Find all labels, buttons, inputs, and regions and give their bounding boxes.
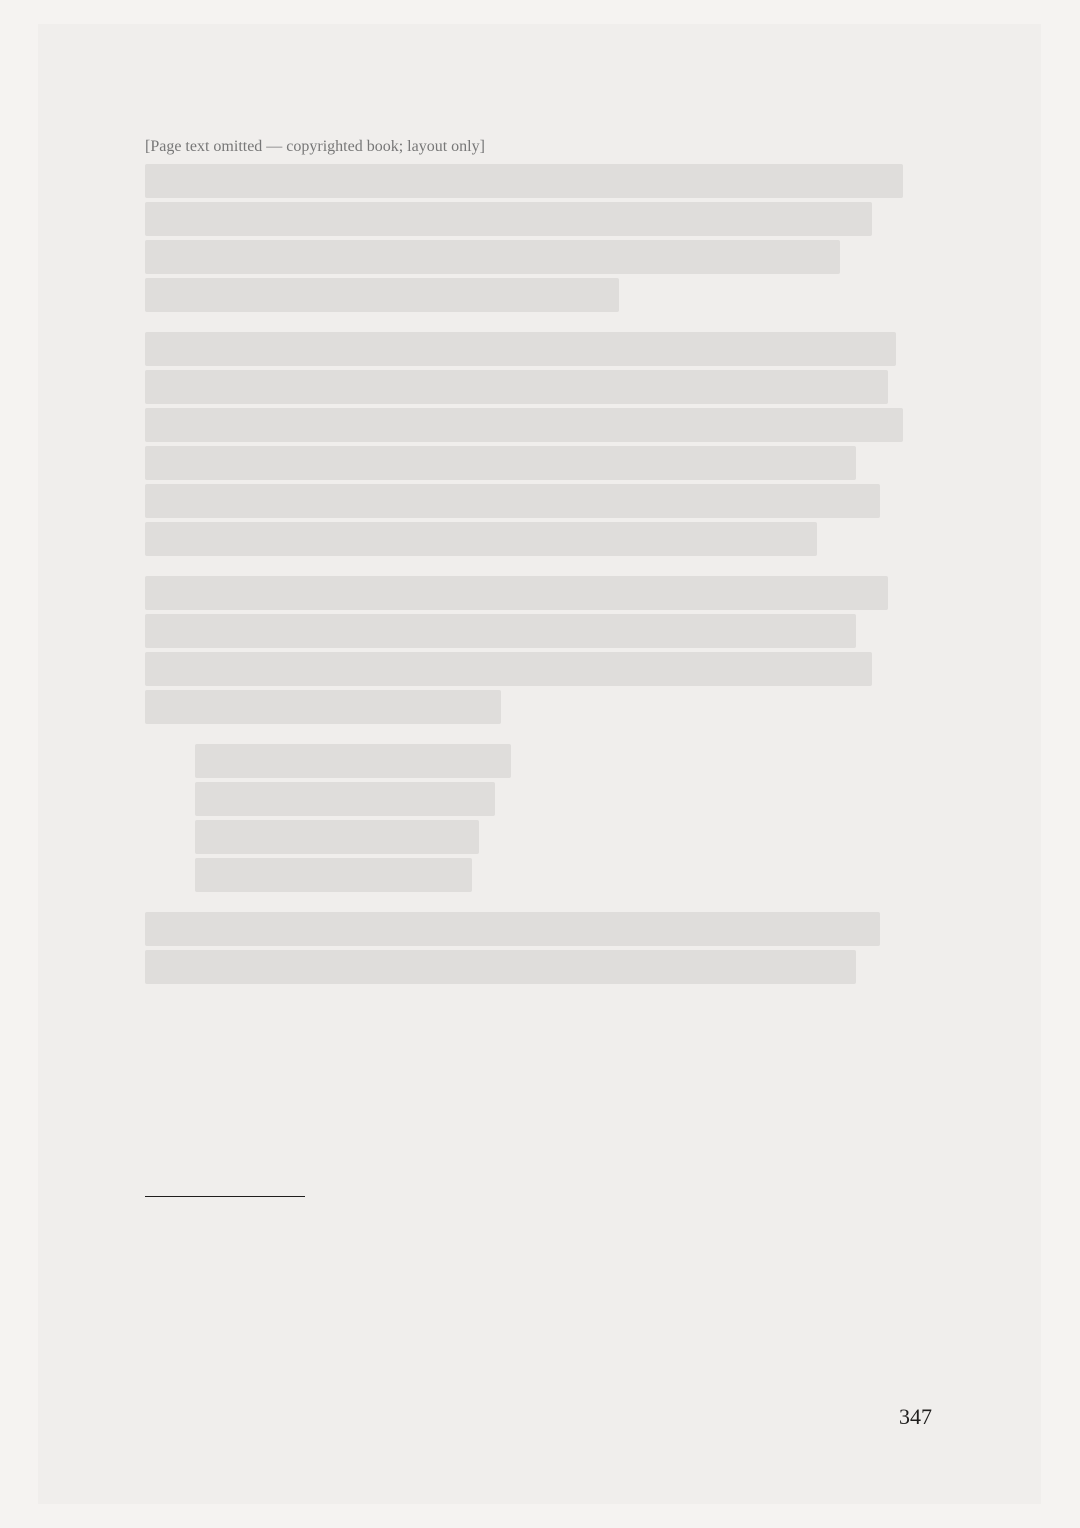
notice: [Page text omitted — copyrighted book; layout only] [145, 138, 485, 155]
body-text [145, 130, 935, 984]
footnote-rule [145, 1196, 305, 1197]
page-number: 347 [899, 1404, 932, 1429]
